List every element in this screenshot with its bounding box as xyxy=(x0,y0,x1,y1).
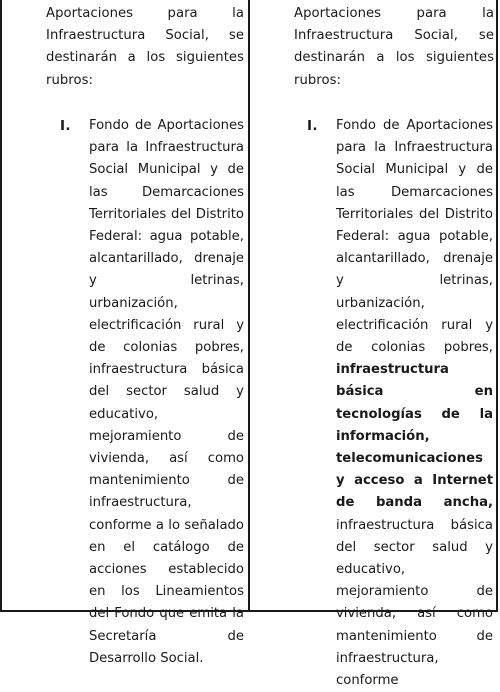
left-column xyxy=(2,0,250,666)
right-item-text xyxy=(336,115,493,692)
right-item-text-after: infraestructura básica del sector salud y educativo, mejoramiento de vivienda, así como mantenimiento de infraestructura, conforme xyxy=(336,517,493,689)
right-item-text-bold: infraestructura básica en tecnologías de la información, telecomunicaciones y acceso a Internet de banda ancha, xyxy=(336,362,493,511)
right-intro-paragraph: Aportaciones para la Infraestructura Social, se destinarán a los siguientes rubros: xyxy=(294,6,494,88)
left-item-numeral: I. xyxy=(60,118,71,134)
left-intro-paragraph: Aportaciones para la Infraestructura Social, se destinarán a los siguientes rubros: xyxy=(46,6,244,88)
right-item-text-before: Fondo de Aportaciones para la Infraestructura Social Municipal y de las Demarcaciones Territoriales del Distrito Federal: agua potable, alcantarillado, drenaje y letrinas, urbanización, electrificación rural y de colonias pobres, xyxy=(336,118,493,356)
left-item-text: Fondo de Aportaciones para la Infraestructura Social Municipal y de las Demarcaciones Territoriales del Distrito Federal: agua potable, alcantarillado, drenaje y letrinas, urbanización, electrificación rural y de colonias pobres, infraestructura básica del sector salud y educativo, mejoramiento de vivienda, así como mantenimiento de infraestructura, conforme a lo señalado en el catálogo de acciones establecido en los Lineamientos del Fondo que emita la Secretaría de Desarrollo Social. xyxy=(89,118,244,666)
right-item-numeral: I. xyxy=(307,118,318,134)
right-column xyxy=(250,0,498,689)
